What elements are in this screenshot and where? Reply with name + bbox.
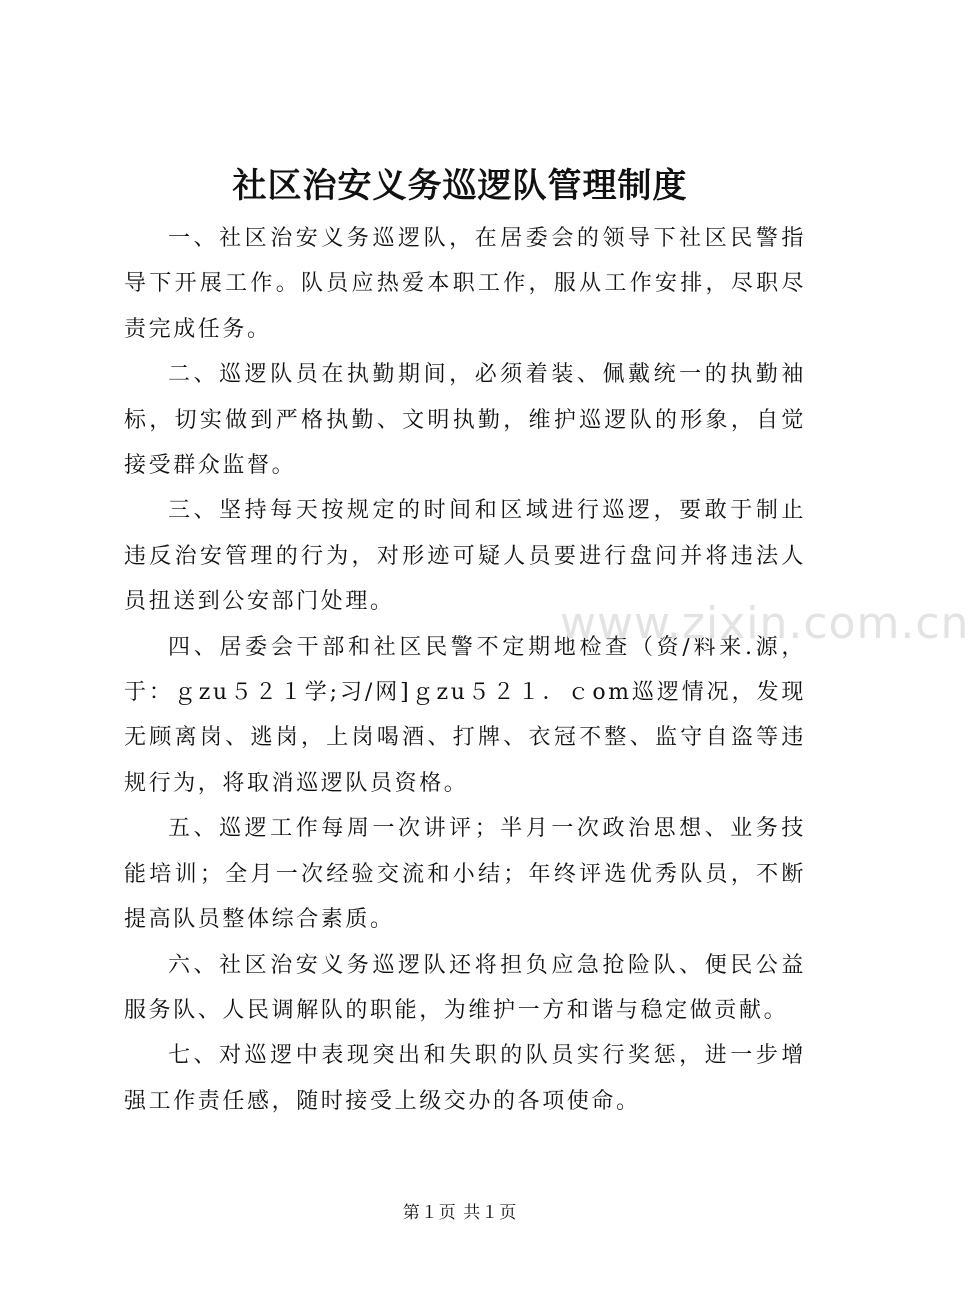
watermark: www.zixin.com.cn [560, 598, 969, 649]
paragraph-7: 七、对巡逻中表现突出和失职的队员实行奖惩，进一步增强工作责任感，随时接受上级交办的各项使命。 [124, 1043, 806, 1114]
paragraph-6: 六、社区治安义务巡逻队还将担负应急抢险队、便民公益服务队、人民调解队的职能，为维护一方和谐与稳定做贡献。 [124, 952, 806, 1023]
paragraph-2: 二、巡逻队员在执勤期间，必须着装、佩戴统一的执勤袖标，切实做到严格执勤、文明执勤，维护巡逻队的形象，自觉接受群众监督。 [124, 362, 806, 479]
paragraph-1: 一、社区治安义务巡逻队，在居委会的领导下社区民警指导下开展工作。队员应热爱本职工作，服从工作安排，尽职尽责完成任务。 [124, 226, 806, 342]
paragraph-4: 四、居委会干部和社区民警不定期地检查（资/料来.源，于：ｇzu５２１学;习/网]ｇzu５２１．ｃom巡逻情况，发现无顾离岗、逃岗，上岗喝酒、打牌、衣冠不整、监守自盗等违规行为，将取消巡逻队员资格。 [124, 634, 806, 796]
paragraph-3: 三、坚持每天按规定的时间和区域进行巡逻，要敢于制止违反治安管理的行为，对形迹可疑人员要进行盘问并将违法人员扭送到公安部门处理。 [124, 498, 806, 615]
document-title: 社区治安义务巡逻队管理制度 [232, 166, 688, 206]
paragraph-5: 五、巡逻工作每周一次讲评；半月一次政治思想、业务技能培训；全月一次经验交流和小结；年终评选优秀队员，不断提高队员整体综合素质。 [124, 816, 806, 933]
page-footer: 第１页 共１页 [402, 1203, 518, 1223]
document-body [124, 216, 806, 1124]
